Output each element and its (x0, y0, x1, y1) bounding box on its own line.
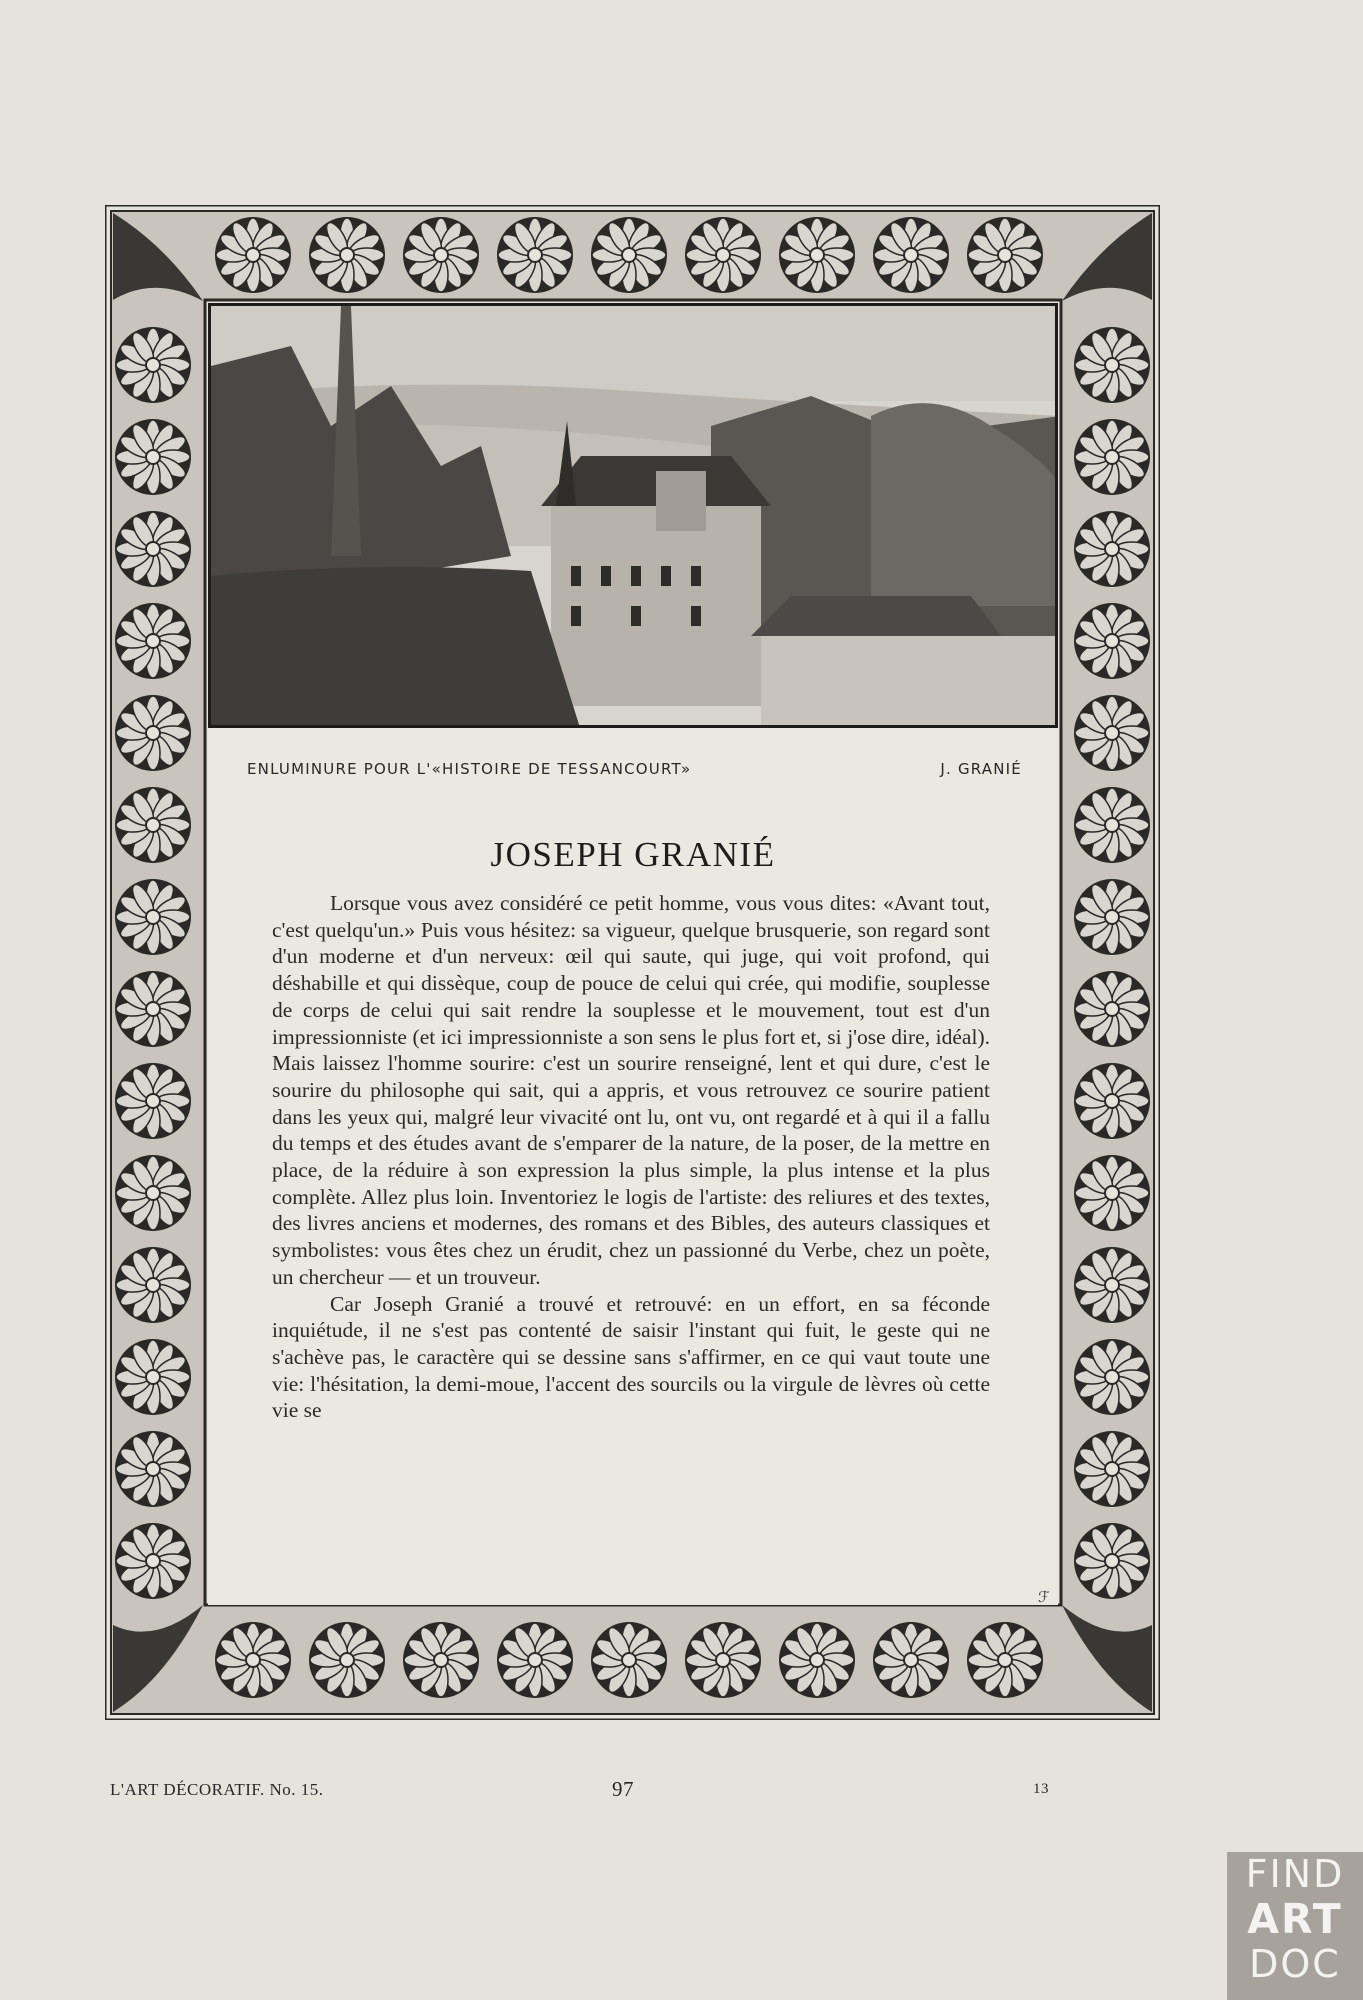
watermark-line: ART (1247, 1895, 1343, 1943)
landscape-illustration (208, 303, 1058, 728)
caption-artist: J. GRANIÉ (940, 760, 1022, 778)
journal-reference: L'ART DÉCORATIF. No. 15. (110, 1780, 324, 1799)
page-number: 97 (612, 1777, 634, 1801)
article-title: JOSEPH GRANIÉ (490, 835, 776, 874)
article-body (272, 890, 990, 1424)
signature-mark: 13 (1033, 1781, 1049, 1797)
findartdoc-watermark (1227, 1852, 1363, 2000)
caption-title: ENLUMINURE POUR L'«HISTOIRE DE TESSANCOURT» (247, 760, 692, 778)
engraver-monogram: ℱ (1038, 1590, 1050, 1606)
watermark-line: FIND (1245, 1852, 1345, 1896)
paragraph: Lorsque vous avez considéré ce petit homme, vous vous dites: «Avant tout, c'est quelqu'un.» Puis vous hésitez: sa vigueur, quelque brusquerie, son regard sont d'un moderne et d'un nerveux: œil qui saute, qui juge, qui voit profond, qui déshabille et qui dissèque, coup de pouce de celui qui crée, qui modifie, souplesse de corps de celui qui sait rendre la souplesse et le mouvement, tout est d'un impressionniste (et ici impressionniste a son sens le plus fort et, si j'ose dire, idéal). Mais laissez l'homme sourire: c'est un sourire renseigné, lent et qui dure, c'est le sourire du philosophe qui sait, qui a appris, et vous retrouvez ce sourire patient dans les yeux qui, malgré leur vivacité ont lu, ont vu, ont regardé et à qui il a fallu du temps et des études avant de s'emparer de la nature, de la poser, de la mettre en place, de la réduire à son expression la plus simple, la plus intense et la plus complète. Allez plus loin. Inventoriez le logis de l'artiste: des reliures et des textes, des livres anciens et modernes, des romans et des Bibles, des auteurs classiques et symbolistes: vous êtes chez un érudit, chez un passionné du Verbe, chez un poète, un chercheur — et un trouveur. (272, 891, 990, 1289)
paragraph: Car Joseph Granié a trouvé et retrouvé: en un effort, en sa féconde inquiétude, il ne s'est pas contenté de saisir l'instant qui fuit, le geste qui ne s'achève pas, le caractère qui se dessine sans s'affirmer, en ce qui vaut toute une vie: l'hésitation, la demi-moue, l'accent des sourcils ou la virgule de lèvres où cette vie se (272, 1291, 990, 1423)
watermark-line: DOC (1249, 1942, 1341, 1986)
